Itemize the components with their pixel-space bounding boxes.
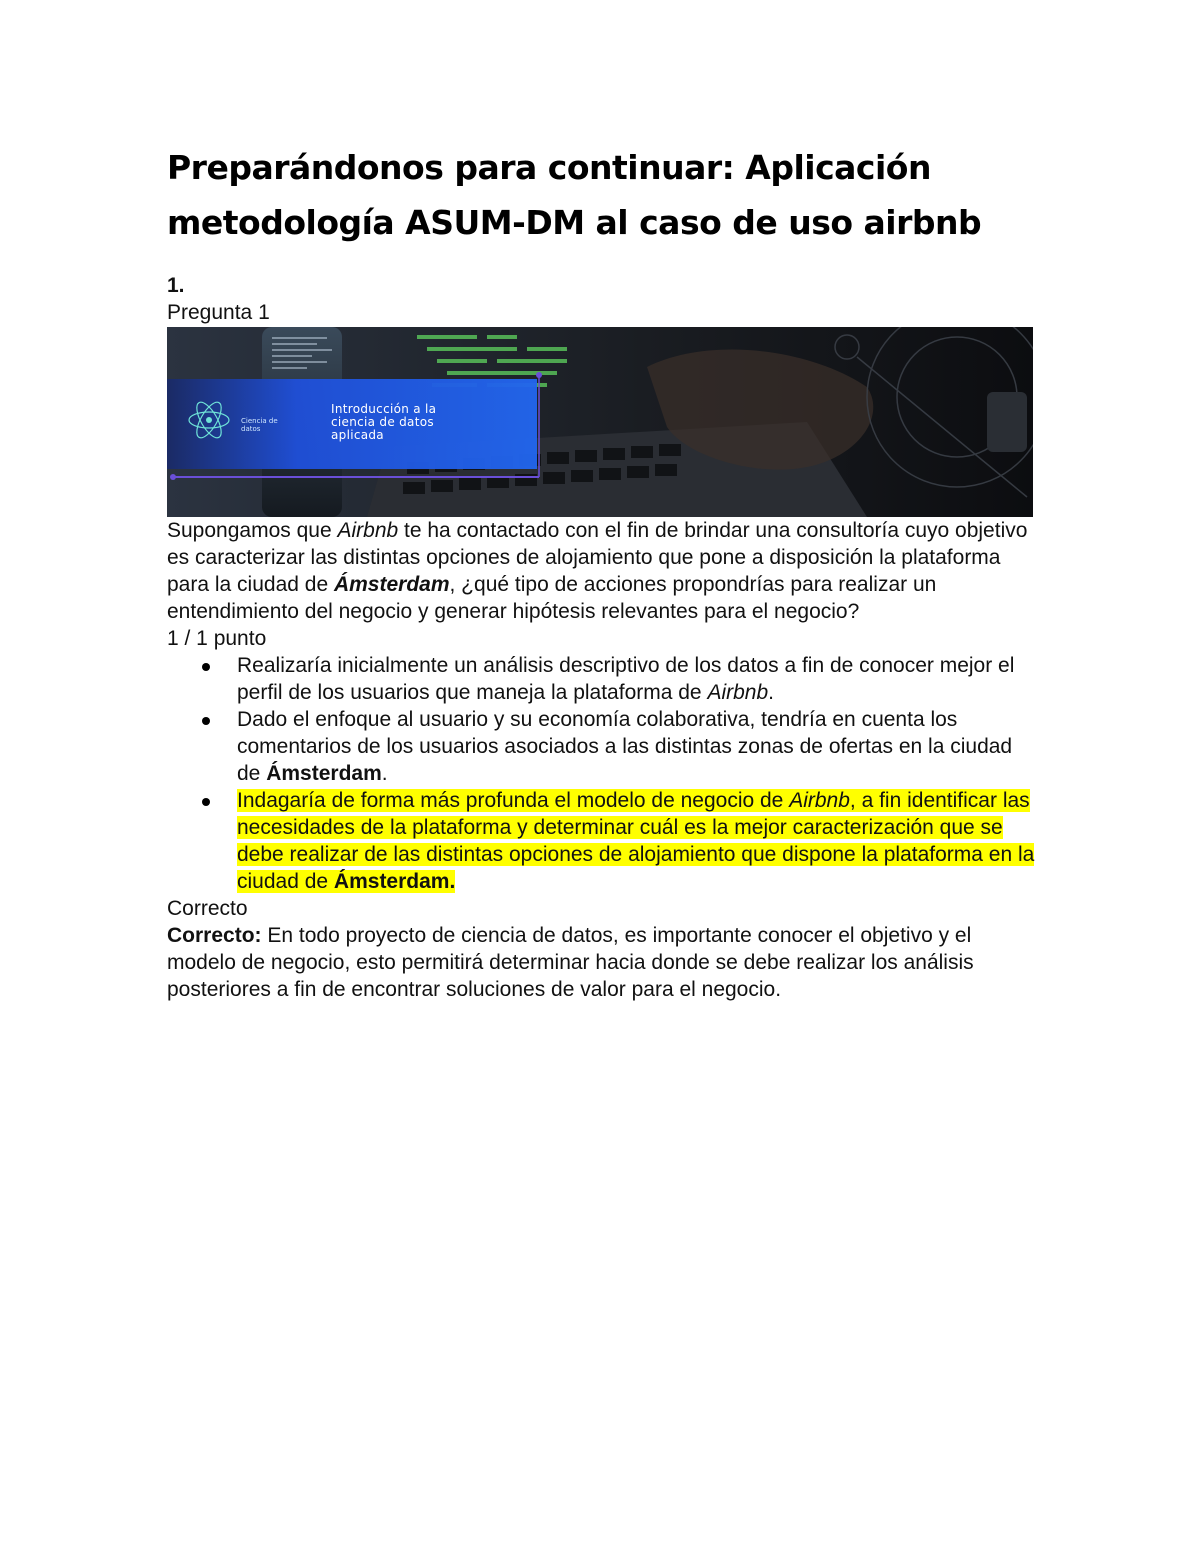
question-text-part: Supongamos que <box>167 519 338 542</box>
feedback-label: Correcto: <box>167 924 262 947</box>
option-brand: Airbnb <box>789 789 850 812</box>
banner-artwork <box>167 327 1033 517</box>
option-brand: Airbnb <box>707 681 769 704</box>
course-banner-image <box>167 327 1033 517</box>
page-title: Preparándonos para continuar: Aplicación metodología ASUM-DM al caso de uso airbnb <box>167 148 982 242</box>
option-text: . <box>768 681 774 704</box>
question-number: 1. <box>167 274 185 297</box>
score-text: 1 / 1 punto <box>167 627 267 650</box>
option-text: Dado el enfoque al usuario y su economía colaborativa, tendría en cuenta los comentarios de los usuarios asociados a las distintas zonas de ofertas en la ciudad de <box>237 708 1013 785</box>
option-text: , a fin identificar las necesidades de la plataforma y determinar cuál es la mejor caracterización que se debe realizar de las distintas opciones de alojamiento que dispone la plataforma en la ciudad de <box>237 789 1035 893</box>
banner-logo-text: Ciencia de datos <box>241 417 278 433</box>
answer-option <box>237 706 1037 787</box>
option-text: . <box>381 762 388 785</box>
answer-options <box>167 652 1037 895</box>
question-label: Pregunta 1 <box>167 301 270 324</box>
question-brand: Airbnb <box>337 519 399 542</box>
option-text: Realizaría inicialmente un análisis descriptivo de los datos a fin de conocer mejor el perfil de los usuarios que maneja la plataforma de <box>237 654 1015 704</box>
question-text <box>167 517 1037 625</box>
question-city: Ámsterdam <box>333 573 450 596</box>
option-city: Ámsterdam <box>266 762 382 785</box>
answer-option <box>237 652 1037 706</box>
question-text-part: te ha contactado con el fin de brindar una consultoría cuyo objetivo es caracterizar las distintas opciones de alojamiento que pone a disposición la plataforma para la ciudad de <box>167 519 1028 596</box>
option-city: Ámsterdam. <box>333 870 456 893</box>
question-block <box>167 272 1037 1003</box>
question-text-part: , ¿qué tipo de acciones propondrías para realizar un entendimiento del negocio y generar hipótesis relevantes para el negocio? <box>167 573 937 623</box>
option-text: Indagaría de forma más profunda el modelo de negocio de <box>237 789 790 812</box>
result-label: Correcto <box>167 897 248 920</box>
feedback-body: En todo proyecto de ciencia de datos, es importante conocer el objetivo y el modelo de negocio, esto permitirá determinar hacia donde se debe realizar los análisis posteriores a fin de encontrar soluciones de valor para el negocio. <box>167 924 974 1001</box>
answer-option-selected <box>237 787 1037 895</box>
banner-course-title: Introducción a la ciencia de datos aplicada <box>331 402 437 442</box>
feedback-text <box>167 922 1037 1003</box>
